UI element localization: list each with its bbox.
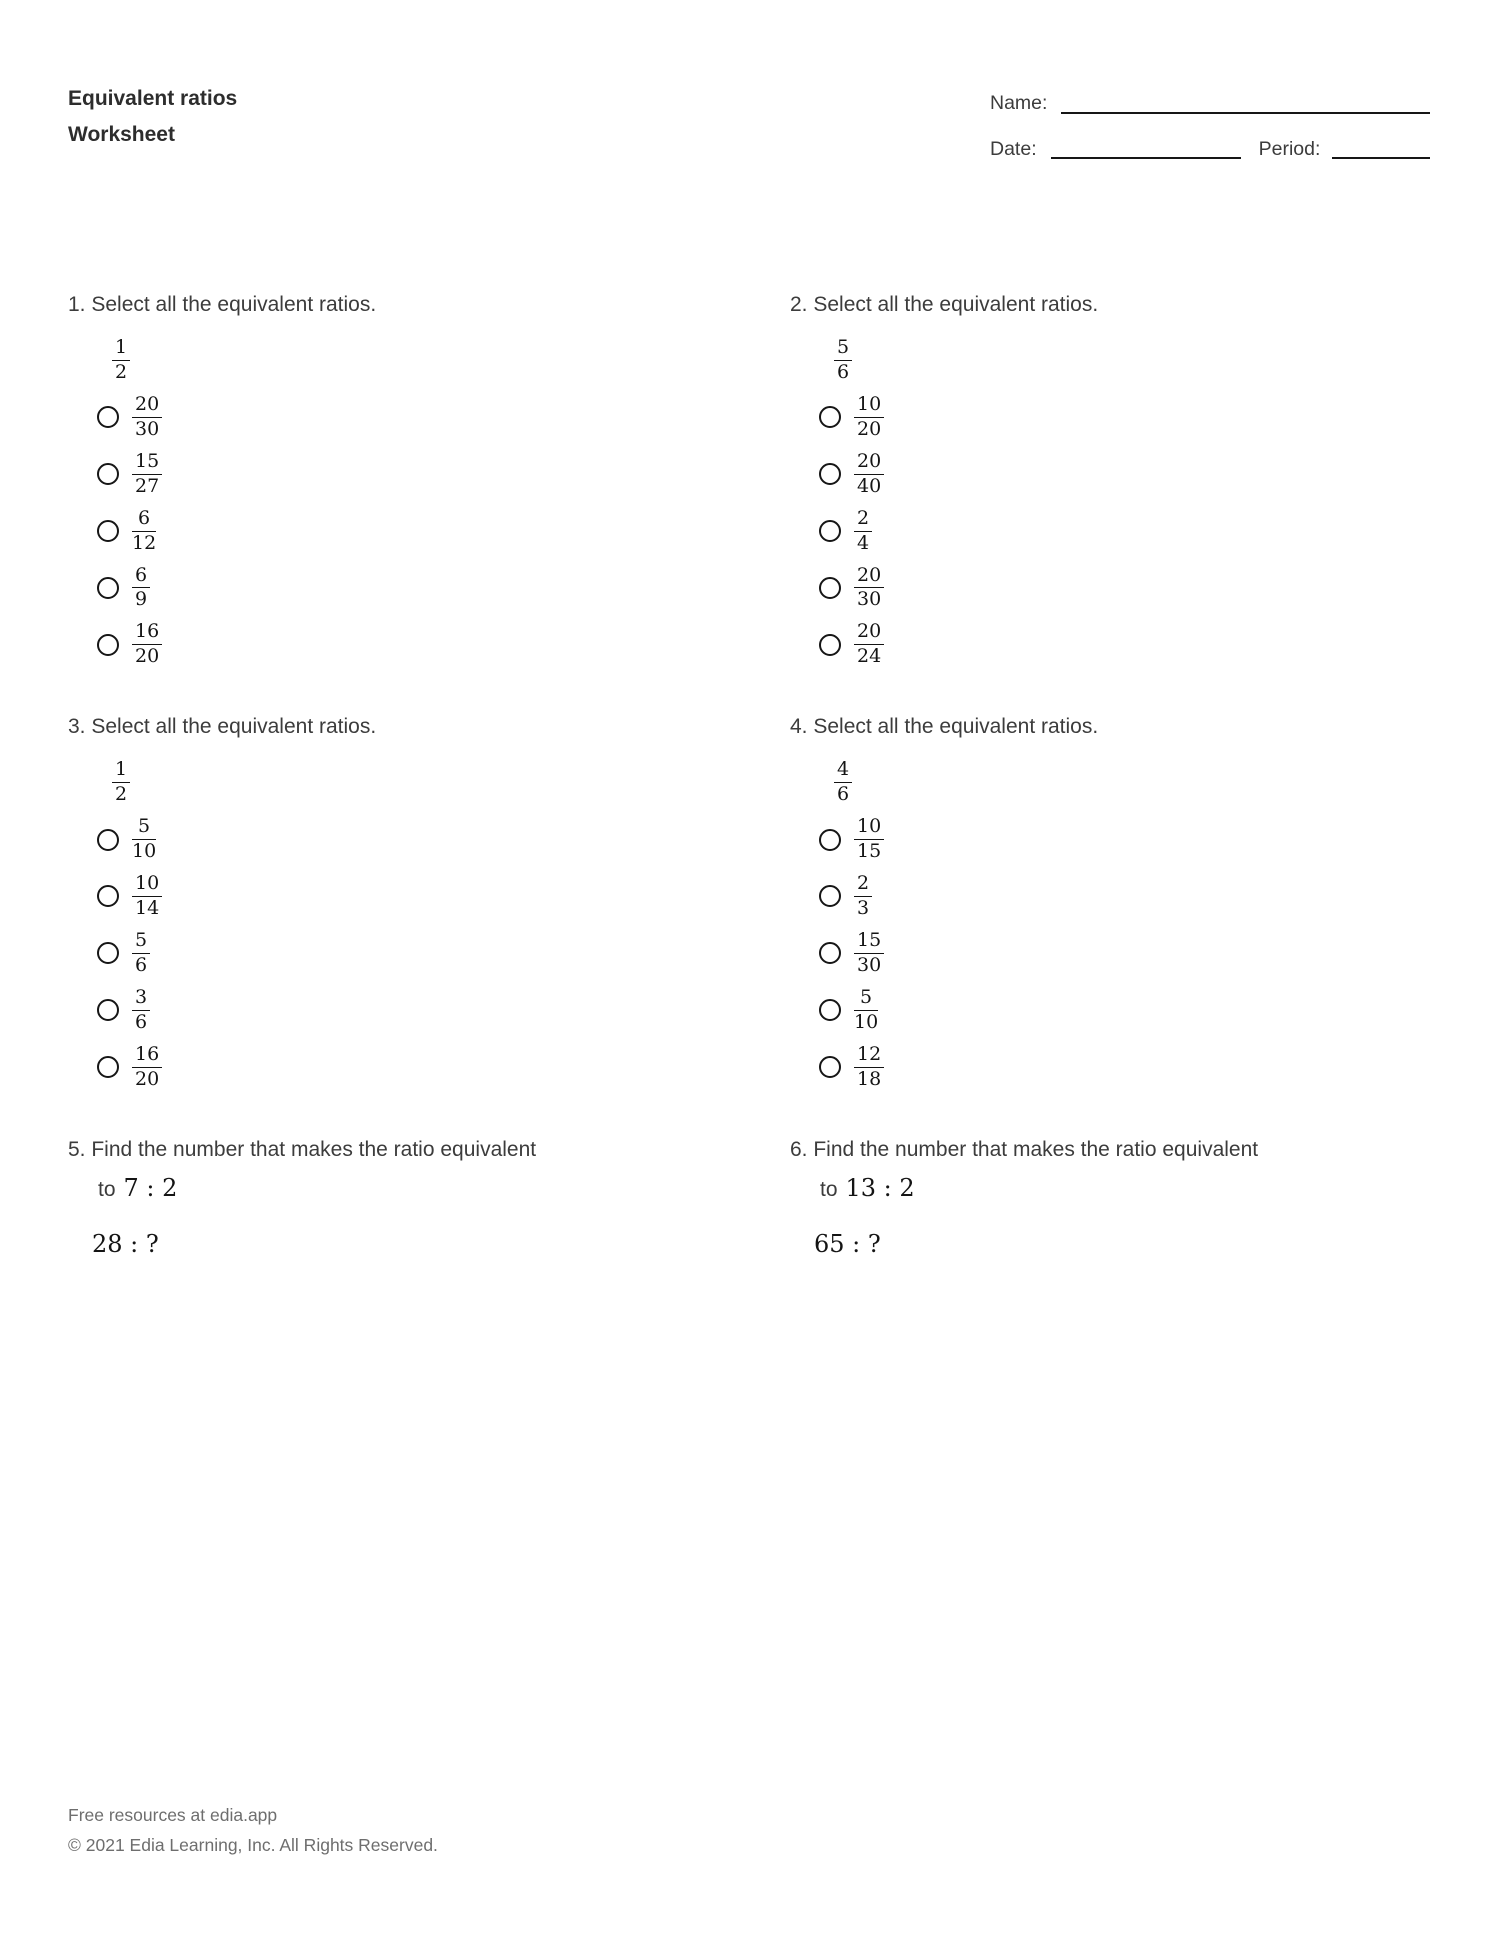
option-denominator: 24 (857, 645, 882, 668)
option-numerator: 10 (854, 395, 884, 418)
question-prompt: 3. Select all the equivalent ratios. (68, 715, 377, 739)
radio-button-icon[interactable] (819, 942, 841, 964)
option-row (819, 874, 1430, 919)
option-fraction (854, 563, 884, 611)
option-denominator: 6 (135, 953, 148, 976)
radio-button-icon[interactable] (97, 1056, 119, 1078)
radio-button-icon[interactable] (97, 999, 119, 1021)
period-blank-line[interactable] (1332, 143, 1430, 159)
option-numerator: 20 (854, 452, 884, 475)
option-numerator: 2 (854, 874, 872, 897)
option-denominator: 15 (857, 840, 882, 863)
option-fraction (854, 392, 884, 440)
option-numerator: 20 (854, 622, 884, 645)
name-blank-line[interactable] (1061, 98, 1430, 114)
option-numerator: 15 (132, 452, 162, 475)
stem-fraction (112, 760, 130, 805)
student-info-block (990, 88, 1430, 159)
stem-fraction (834, 338, 852, 383)
option-numerator: 5 (132, 817, 156, 840)
option-numerator: 5 (854, 988, 878, 1011)
question-block (790, 291, 1430, 667)
option-row (97, 928, 790, 976)
option-fraction (854, 1042, 884, 1090)
stem-fraction (834, 760, 852, 805)
radio-button-icon[interactable] (819, 999, 841, 1021)
radio-button-icon[interactable] (97, 520, 119, 542)
question-prompt: 6. Find the number that makes the ratio equivalent (790, 1137, 1259, 1161)
question-prompt: 2. Select all the equivalent ratios. (790, 293, 1099, 316)
option-denominator: 30 (857, 953, 882, 976)
option-denominator: 4 (857, 531, 870, 554)
option-denominator: 27 (135, 474, 160, 497)
option-numerator: 6 (132, 566, 150, 589)
option-denominator: 40 (857, 474, 882, 497)
option-numerator: 10 (132, 874, 162, 897)
option-row (819, 985, 1430, 1033)
worksheet-subtitle: Worksheet (68, 123, 175, 146)
radio-button-icon[interactable] (819, 463, 841, 485)
options-list (790, 817, 1430, 1089)
option-numerator: 6 (132, 509, 156, 532)
option-fraction (854, 622, 884, 667)
radio-button-icon[interactable] (97, 634, 119, 656)
option-row (819, 817, 1430, 862)
option-numerator: 20 (854, 566, 884, 589)
stem-numerator: 5 (834, 338, 852, 361)
option-row (819, 1042, 1430, 1090)
question-block (790, 713, 1430, 1089)
name-label: Name: (990, 92, 1048, 114)
radio-button-icon[interactable] (819, 634, 841, 656)
option-row (97, 506, 790, 554)
radio-button-icon[interactable] (97, 577, 119, 599)
question-block (68, 1136, 790, 1259)
option-row (819, 392, 1430, 440)
option-numerator: 20 (132, 395, 162, 418)
option-row (819, 563, 1430, 611)
questions-grid (68, 291, 1430, 1258)
radio-button-icon[interactable] (97, 885, 119, 907)
worksheet-title-block (68, 88, 237, 145)
ratio-constraint-line (98, 1173, 790, 1204)
option-denominator: 20 (135, 645, 160, 668)
answer-ratio: 28 : ? (92, 1229, 159, 1258)
option-fraction (132, 449, 162, 497)
option-fraction (854, 874, 872, 919)
option-numerator: 12 (854, 1045, 884, 1068)
stem-denominator: 2 (115, 783, 128, 806)
footer (68, 1800, 438, 1860)
option-denominator: 30 (135, 417, 160, 440)
option-row (97, 449, 790, 497)
option-denominator: 14 (135, 896, 160, 919)
date-period-field-row (990, 137, 1430, 160)
option-row (819, 928, 1430, 976)
option-row (97, 817, 790, 862)
question-prompt: 5. Find the number that makes the ratio equivalent (68, 1137, 537, 1161)
given-ratio: 7 : 2 (123, 1173, 178, 1202)
answer-ratio: 65 : ? (814, 1229, 881, 1258)
option-row (97, 622, 790, 667)
radio-button-icon[interactable] (819, 577, 841, 599)
footer-resources-text: Free resources at edia.app (68, 1805, 278, 1825)
option-fraction (854, 506, 872, 554)
option-fraction (132, 817, 156, 862)
option-row (819, 449, 1430, 497)
to-label: to (98, 1177, 116, 1201)
stem-denominator: 6 (837, 360, 850, 383)
option-fraction (132, 563, 150, 611)
option-fraction (854, 449, 884, 497)
header (68, 88, 1430, 159)
date-blank-line[interactable] (1051, 143, 1241, 159)
option-row (97, 985, 790, 1033)
to-label: to (820, 1177, 838, 1201)
option-denominator: 18 (857, 1067, 882, 1090)
question-block (68, 713, 790, 1089)
option-denominator: 6 (135, 1010, 148, 1033)
option-denominator: 20 (857, 417, 882, 440)
radio-button-icon[interactable] (97, 463, 119, 485)
radio-button-icon[interactable] (819, 406, 841, 428)
option-fraction (132, 874, 162, 919)
question-prompt: 4. Select all the equivalent ratios. (790, 715, 1099, 739)
option-numerator: 3 (132, 988, 150, 1011)
stem-denominator: 6 (837, 783, 850, 806)
radio-button-icon[interactable] (97, 406, 119, 428)
options-list (790, 392, 1430, 668)
stem-numerator: 1 (112, 338, 130, 361)
option-fraction (132, 1042, 162, 1090)
name-field-row (990, 94, 1430, 114)
option-numerator: 15 (854, 931, 884, 954)
option-fraction (854, 985, 879, 1033)
option-denominator: 10 (854, 1010, 879, 1033)
radio-button-icon[interactable] (97, 942, 119, 964)
option-numerator: 10 (854, 817, 884, 840)
option-row (819, 622, 1430, 667)
stem-numerator: 1 (112, 760, 130, 783)
option-denominator: 10 (132, 840, 157, 863)
radio-button-icon[interactable] (819, 1056, 841, 1078)
date-label: Date: (990, 137, 1037, 160)
option-numerator: 16 (132, 1045, 162, 1068)
option-fraction (132, 392, 162, 440)
option-row (97, 1042, 790, 1090)
option-fraction (132, 928, 150, 976)
footer-copyright-text: © 2021 Edia Learning, Inc. All Rights Reserved. (68, 1835, 438, 1855)
radio-button-icon[interactable] (819, 520, 841, 542)
option-numerator: 5 (132, 931, 150, 954)
option-row (97, 874, 790, 919)
given-ratio: 13 : 2 (845, 1173, 915, 1202)
option-numerator: 16 (132, 622, 162, 645)
option-row (97, 392, 790, 440)
question-block (790, 1136, 1430, 1259)
option-denominator: 12 (132, 531, 157, 554)
option-fraction (132, 622, 162, 667)
option-fraction (132, 506, 157, 554)
stem-numerator: 4 (834, 760, 852, 783)
option-numerator: 2 (854, 509, 872, 532)
option-fraction (854, 817, 884, 862)
ratio-constraint-line (820, 1173, 1430, 1204)
options-list (68, 817, 790, 1089)
stem-denominator: 2 (115, 360, 128, 383)
worksheet-title: Equivalent ratios (68, 87, 238, 110)
option-denominator: 3 (857, 896, 870, 919)
question-block (68, 291, 790, 667)
option-fraction (854, 928, 884, 976)
option-row (819, 506, 1430, 554)
option-row (97, 563, 790, 611)
radio-button-icon[interactable] (97, 829, 119, 851)
option-denominator: 20 (135, 1067, 160, 1090)
radio-button-icon[interactable] (819, 885, 841, 907)
question-prompt: 1. Select all the equivalent ratios. (68, 293, 377, 316)
options-list (68, 392, 790, 668)
option-denominator: 30 (857, 588, 882, 611)
option-fraction (132, 985, 150, 1033)
option-denominator: 9 (135, 588, 148, 611)
period-label: Period: (1258, 137, 1321, 160)
radio-button-icon[interactable] (819, 829, 841, 851)
stem-fraction (112, 338, 130, 383)
